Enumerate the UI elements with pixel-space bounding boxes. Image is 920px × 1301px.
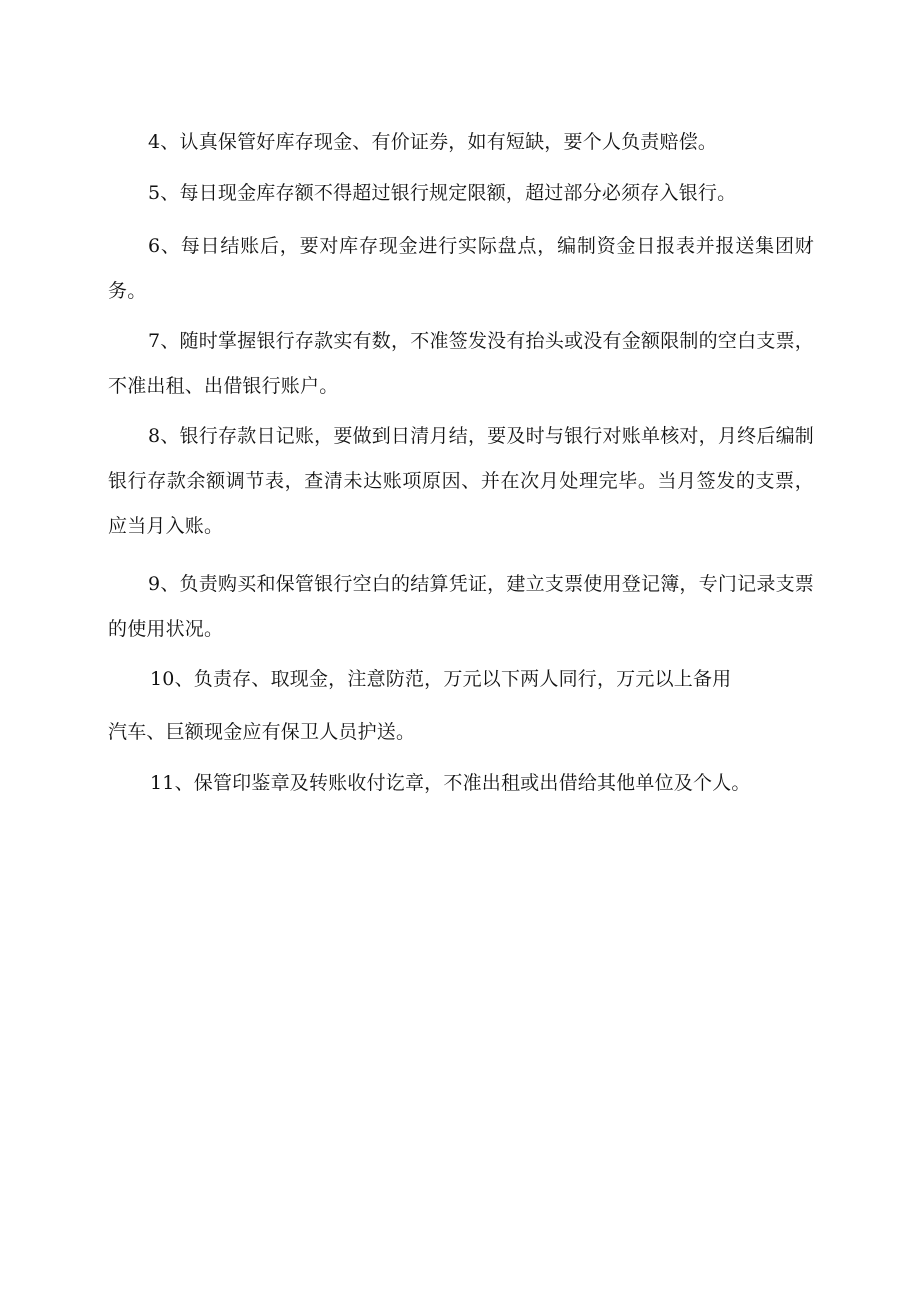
paragraph-item-6: 6、每日结账后，要对库存现金进行实际盘点，编制资金日报表并报送集团财务。 xyxy=(108,235,814,302)
paragraph-item-4: 4、认真保管好库存现金、有价证券，如有短缺，要个人负责赔偿。 xyxy=(148,131,718,153)
paragraph-item-9: 9、负责购买和保管银行空白的结算凭证，建立支票使用登记簿，专门记录支票的使用状况。 xyxy=(108,573,814,640)
paragraph-item-8: 8、银行存款日记账，要做到日清月结，要及时与银行对账单核对，月终后编制银行存款余额调节表，查清未达账项原因、并在次月处理完毕。当月签发的支票，应当月入账。 xyxy=(108,425,814,537)
paragraph-item-11: 11、保管印鉴章及转账收付讫章，不准出租或出借给其他单位及个人。 xyxy=(150,772,751,794)
paragraph-item-10-line-2: 汽车、巨额现金应有保卫人员护送。 xyxy=(108,721,416,743)
paragraph-item-10-line-1: 10、负责存、取现金，注意防范，万元以下两人同行，万元以上备用 xyxy=(150,668,732,690)
paragraph-item-5: 5、每日现金库存额不得超过银行规定限额，超过部分必须存入银行。 xyxy=(148,182,737,204)
paragraph-item-7: 7、随时掌握银行存款实有数，不准签发没有抬头或没有金额限制的空白支票，不准出租、出借银行账户。 xyxy=(108,330,814,397)
